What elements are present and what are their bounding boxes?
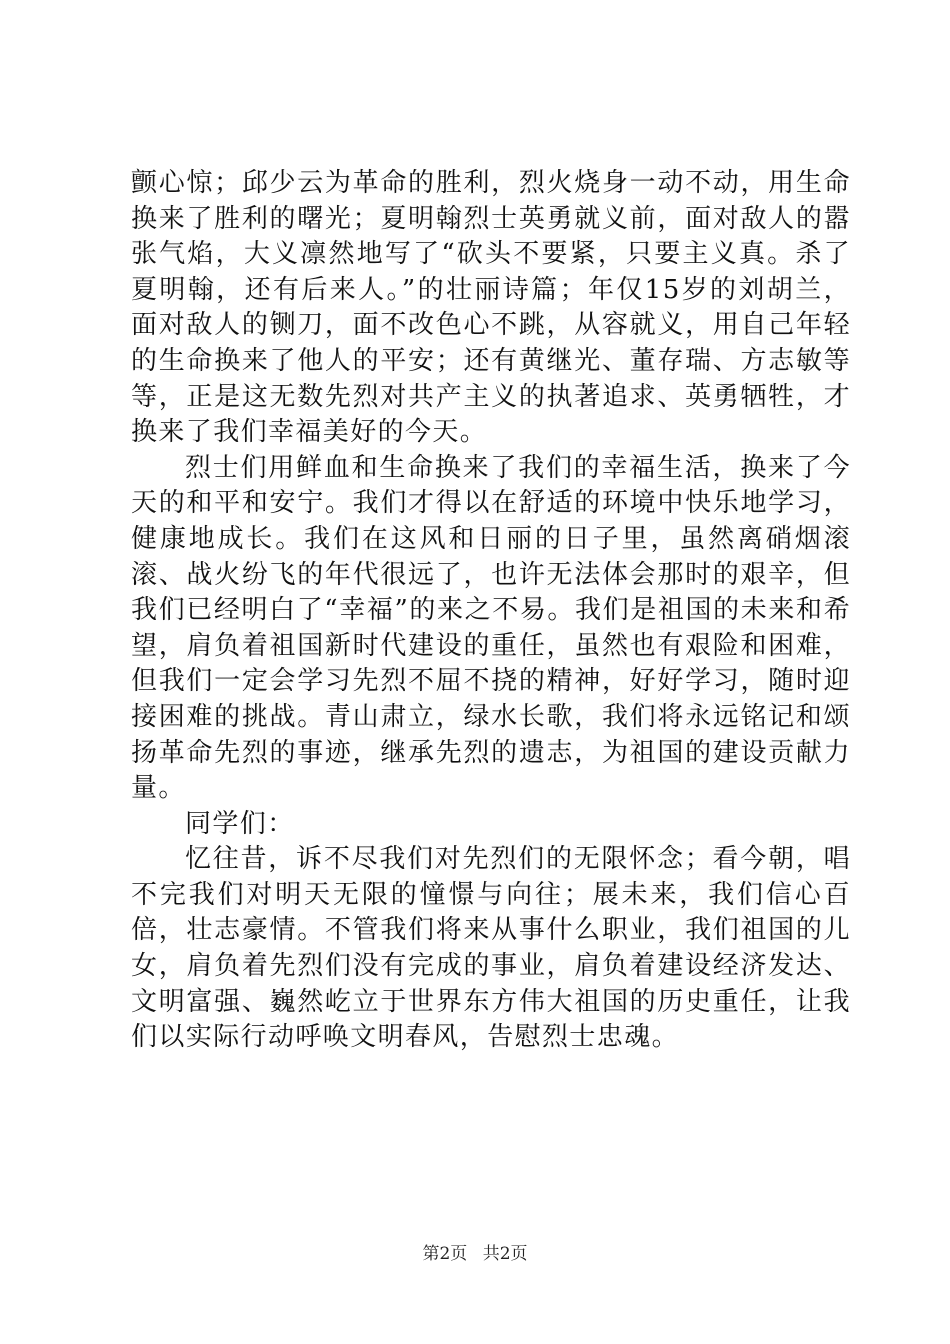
page-footer xyxy=(0,1243,950,1265)
page-total: 共2页 xyxy=(482,1244,528,1264)
paragraph-closing: 忆往昔，诉不尽我们对先烈们的无限怀念；看今朝，唱不完我们对明天无限的憧憬与向往；展未来，我们信心百倍，壮志豪情。不管我们将来从事什么职业，我们祖国的儿女，肩负着先烈们没有完成的事业，肩负着建设经济发达、文明富强、巍然屹立于世界东方伟大祖国的历史重任，让我们以实际行动呼唤文明春风，告慰烈士忠魂。 xyxy=(131,844,851,1053)
document-body xyxy=(131,166,851,1056)
paragraph-continuation: 颤心惊；邱少云为革命的胜利，烈火烧身一动不动，用生命换来了胜利的曙光；夏明翰烈士英勇就义前，面对敌人的嚣张气焰，大义凛然地写了“砍头不要紧，只要主义真。杀了夏明翰，还有后来人。”的壮丽诗篇；年仅15岁的刘胡兰，面对敌人的铡刀，面不改色心不跳，从容就义，用自己年轻的生命换来了他人的平安；还有黄继光、董存瑞、方志敏等等，正是这无数先烈对共产主义的执著追求、英勇牺牲，才换来了我们幸福美好的今天。 xyxy=(131,168,851,448)
paragraph-salutation: 同学们： xyxy=(185,808,295,839)
page-number: 第2页 xyxy=(422,1244,468,1264)
paragraph-martyrs-sacrifice: 烈士们用鲜血和生命换来了我们的幸福生活，换来了今天的和平和安宁。我们才得以在舒适的环境中快乐地学习，健康地成长。我们在这风和日丽的日子里，虽然离硝烟滚滚、战火纷飞的年代很远了，也许无法体会那时的艰辛，但我们已经明白了“幸福”的来之不易。我们是祖国的未来和希望，肩负着祖国新时代建设的重任，虽然也有艰险和困难，但我们一定会学习先烈不屈不挠的精神，好好学习，随时迎接困难的挑战。青山肃立，绿水长歌，我们将永远铭记和颂扬革命先烈的事迹，继承先烈的遗志，为祖国的建设贡献力量。 xyxy=(131,452,851,804)
